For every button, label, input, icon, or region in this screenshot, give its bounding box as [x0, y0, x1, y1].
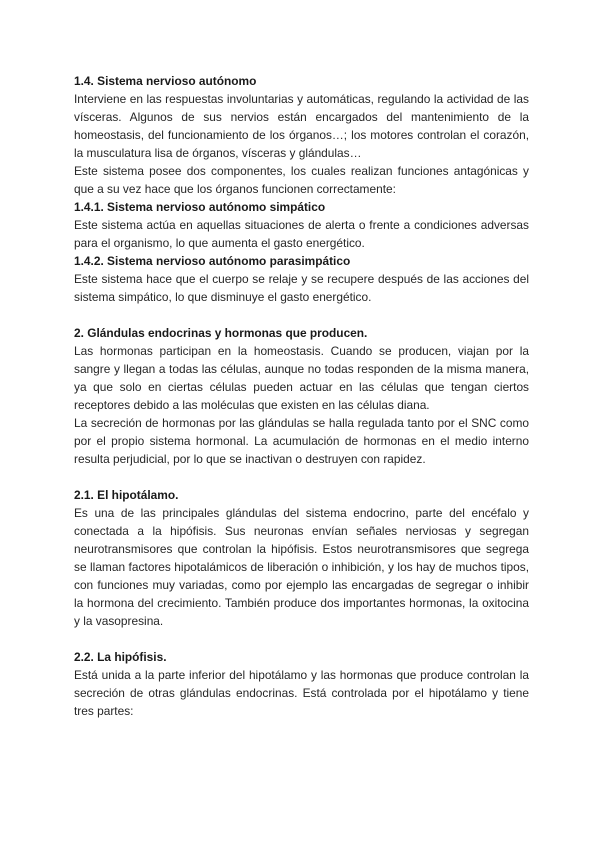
paragraph: Las hormonas participan en la homeostasis. Cuando se producen, viajan por la sangre y llegan a todas las células, aunque no todas responden de la misma manera, ya que solo en ciertas células pueden actuar en las células que tengan ciertos receptores debido a las moléculas que existen en las células diana. [74, 344, 529, 412]
paragraph: Este sistema actúa en aquellas situaciones de alerta o frente a condiciones adversas para el organismo, lo que aumenta el gasto energético. [74, 218, 529, 250]
document-page [74, 72, 529, 720]
paragraph: Este sistema posee dos componentes, los cuales realizan funciones antagónicas y que a su vez hace que los órganos funcionen correctamente: [74, 164, 529, 196]
section-spacer [74, 468, 529, 486]
paragraph: Está unida a la parte inferior del hipotálamo y las hormonas que produce controlan la secreción de otras glándulas endocrinas. Está controlada por el hipotálamo y tiene tres partes: [74, 668, 529, 718]
heading-parasimpatico: 1.4.2. Sistema nervioso autónomo parasimpático [74, 254, 351, 268]
heading-hipotalamo: 2.1. El hipotálamo. [74, 488, 179, 502]
section-spacer [74, 630, 529, 648]
paragraph: Es una de las principales glándulas del sistema endocrino, parte del encéfalo y conectada a la hipófisis. Sus neuronas envían señales nerviosas y segregan neurotransmisores que controlan la hipófisis. Estos neurotransmisores que segrega se llaman factores hipotalámicos de liberación o inhibición, y los hay de muchos tipos, con funciones muy variadas, como por ejemplo las encargadas de segregar o inhibir la hormona del crecimiento. También produce dos importantes hormonas, la oxitocina y la vasopresina. [74, 506, 529, 628]
heading-sistema-nervioso-autonomo: 1.4. Sistema nervioso autónomo [74, 74, 257, 88]
heading-hipofisis: 2.2. La hipófisis. [74, 650, 167, 664]
paragraph: Interviene en las respuestas involuntarias y automáticas, regulando la actividad de las vísceras. Algunos de sus nervios están encargados del mantenimiento de la homeostasis, del funcionamiento de los órganos…; los motores controlan el corazón, la musculatura lisa de órganos, vísceras y glándulas… [74, 92, 529, 160]
heading-simpatico: 1.4.1. Sistema nervioso autónomo simpático [74, 200, 326, 214]
paragraph: La secreción de hormonas por las glándulas se halla regulada tanto por el SNC como por el propio sistema hormonal. La acumulación de hormonas en el medio interno resulta perjudicial, por lo que se inactivan o destruyen con rapidez. [74, 416, 529, 466]
heading-glandulas-endocrinas: 2. Glándulas endocrinas y hormonas que producen. [74, 326, 368, 340]
paragraph: Este sistema hace que el cuerpo se relaje y se recupere después de las acciones del sistema simpático, lo que disminuye el gasto energético. [74, 272, 529, 304]
section-spacer [74, 306, 529, 324]
